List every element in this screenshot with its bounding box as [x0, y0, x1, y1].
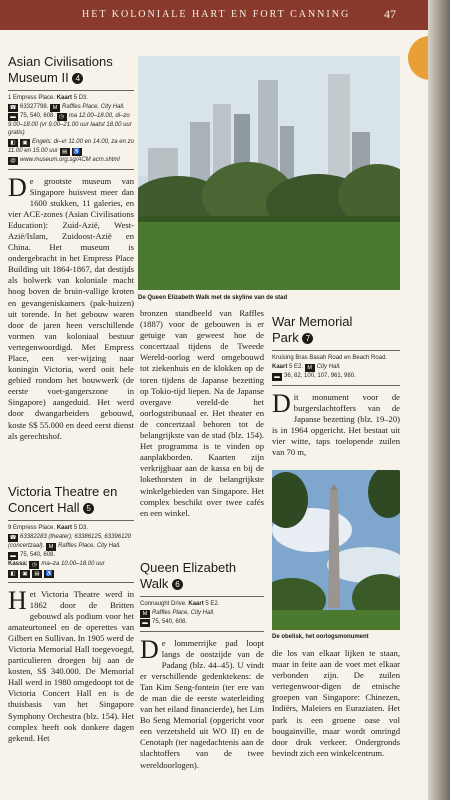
divider [8, 582, 134, 583]
accessible-icon: ♿ [73, 148, 81, 155]
running-title: HET KOLONIALE HART EN FORT CANNING [82, 9, 351, 20]
running-header [0, 0, 450, 30]
war-info: Kruising Bras Basah Road en Beach Road. Kaart 5 E2. M City Hall. ▬ 36, 82, 100, 107, 961, 980. [272, 355, 388, 380]
mrt-icon: M [305, 364, 315, 372]
drop-cap: H [8, 585, 27, 615]
war-body-text: Dit monument voor de burgerslachtoffers van de Japanse bezetting (blz. 19–20) is in 1964 opgericht. Het bestaat uit vier witte, taps toelopende zuilen van 70 m, [272, 388, 400, 457]
number-badge: 7 [302, 333, 313, 344]
war-entry [272, 314, 400, 458]
book-spine-shadow [428, 0, 450, 800]
victoria-info: 9 Empress Place. Kaart 5 D3. ☎ 63382283 (theater); 63386125, 63396120 (concertzaal). M Raffles Place, City Hall. ▬ 75, 540, 608. Kassa: ◷ ma–za 10.00–18.00 uur ◧ ▣ ▤ ♿ [8, 525, 132, 577]
queen-info: Connaught Drive. Kaart 5 E2. M Raffles Place, City Hall. ▬ 75, 540, 608. [140, 601, 220, 626]
shop-icon: ▤ [32, 570, 42, 578]
war-body-continued: die los van elkaar lijken te staan, maar in feite aan de voet met elkaar verbonden zijn. De zuilen vertegenwoor-digen de etnische groepen van Singapore: Chinezen, Indiërs, Maleiers en Euraziaten. Het park is een groene oase vol bougainville, maar wordt omringd door druk verkeer. Ondergronds bevindt zich een winkelcentrum. [272, 648, 400, 758]
number-badge: 6 [172, 579, 183, 590]
divider [272, 350, 400, 351]
divider [140, 631, 264, 632]
guide-icon: ▣ [20, 139, 30, 147]
web-icon: @ [8, 157, 18, 165]
war-title: War Memorial Park 7 [272, 314, 353, 345]
victoria-body-continued: bronzen standbeeld van Raffles (1887) voor de gebouwen is er getuige van geweest hoe de concertzaal tijdens de Tweede Wereld-oorlog werd omgebouwd tot ziekenhuis en de klokken op de toren tijdens de Japanse bezetting op Tokio-tijd liepen. Na de Japanse overgave vereld-de het oorlogstribunaal er. Het theater en de concertzaal behoren tot de belangrijkste van de stad (blz. 154). Het programma is te vinden op aanplakborden. Kaarten zijn verkrijgbaar aan de kassa en bij de lokethorsten in de belangrijkste winkelgebieden van Singapore. Het complex beschikt over twee cafés en een winkel. [140, 308, 264, 518]
museum-info: 1 Empress Place. Kaart 5 D3. ☎ 63327798. M Raffles Place, City Hall. ▬ 75, 540, 608. ◷ ma 12.00–18.00, di–zo 9.00–18.00 (vr 9.00–21.00 uur laatst 18.00 uur gratis) ◧ ▣ Engels: di–vr 11.00 en 14.00, za en zo 11.00 en 15.00 uur ▤ ♿ @ www.museum.org.sg/ACM acm.shtml [8, 95, 134, 164]
clock-icon: ◷ [57, 113, 67, 121]
museum-title: Asian Civilisations Museum II 4 [8, 54, 113, 85]
queen-title: Queen Elizabeth Walk 6 [140, 560, 237, 591]
guide-icon: ▣ [20, 570, 30, 578]
divider [8, 520, 134, 521]
divider [272, 385, 400, 386]
middle-column [140, 308, 264, 519]
queen-entry [140, 560, 264, 771]
mrt-icon: M [140, 610, 150, 618]
museum-entry [8, 54, 134, 442]
divider [8, 90, 134, 91]
phone-icon: ☎ [9, 104, 17, 111]
number-badge: 5 [83, 503, 94, 514]
bus-icon: ▬ [272, 373, 282, 381]
phone-icon: ☎ [9, 534, 17, 541]
drop-cap: D [272, 388, 291, 418]
divider [8, 169, 134, 170]
page-number: 47 [384, 7, 396, 21]
mrt-icon: M [46, 543, 56, 551]
skyline-photo [138, 56, 400, 290]
mrt-icon: M [50, 104, 60, 112]
victoria-entry [8, 484, 134, 744]
ticket-icon: ◧ [8, 570, 18, 578]
drop-cap: D [140, 634, 159, 664]
accessible-icon: ♿ [45, 570, 53, 577]
museum-body-text: De grootste museum van Singapore huisvest meer dan 1600 stukken, 11 galeries, en vier ACE-zones (Asian Civilisations Education): Zuid-Azië, West-Azië/Islam, Zuidoost-Azië en China. Het museum is ondergebracht in het Empress Place Building uit 1864-1867, dat destijds als bolwerk van koloniale macht hoog boven de bruin-vallige kroten en gevangeniskamers (pak-huizen) uit torende. In het gebouw waren door de jaren heen verschillende vormen van koloniaal bestuur vertegenwoordigd. Met Empress Place, een ver-wijzing naar koningin Victoria, werd ooit hele gebied rondom het bouwwerk (de eerste voet-gangerszone in Singapore) aangeduid. Het werd door dwangarbeiders gebouwd, koste S$ 55.000 en deed eerst dienst als gerechtshof. [8, 172, 134, 441]
shop-icon: ▤ [60, 148, 70, 156]
bus-icon: ▬ [8, 113, 18, 121]
drop-cap: D [8, 172, 27, 202]
clock-icon: ◷ [29, 561, 39, 569]
photo-caption: De Queen Elizabeth Walk met de skyline van de stad [138, 295, 288, 301]
obelisk-caption: De obelisk, het oorlogsmonument [272, 634, 369, 640]
bus-icon: ▬ [140, 619, 150, 627]
bus-icon: ▬ [8, 552, 18, 560]
number-badge: 4 [72, 73, 83, 84]
victoria-title: Victoria Theatre en Concert Hall 5 [8, 484, 118, 515]
queen-body-text: De lommerrijke pad loopt langs de oostzijde van de Padang (blz. 44–45). U vindt er verschillende gedenktekens: de Tan Kim Seng-fontein (ter ere van de man die de eerste waterleiding van het eiland financierde), het Lim Bo Seng Memorial (opgericht voor een verzetsheld uit WO II) en de Cenotaph (ter nagedachtenis aan de slachtoffers van de twee wereldoorlogen). [140, 634, 264, 770]
obelisk-photo [272, 470, 400, 630]
victoria-body-text: Het Victoria Theatre werd in 1862 door de Britten gebouwd als podium voor het amateurtoneel en de operettes van Gilbert en Sullivan. In 1905 werd de Victoria Memorial Hall toegevoegd, particulieren droegen bij aan de kosten, S$ 340.000. De Memorial Hall werd in 1980 omgedoopt tot de Victoria Concert Hall en is de thuisbasis van het Singapore Symphony Orchestra (blz. 154). Het complex heeft ook donkere dagen gekend. Het [8, 585, 134, 743]
divider [140, 596, 264, 597]
ticket-icon: ◧ [8, 139, 18, 147]
